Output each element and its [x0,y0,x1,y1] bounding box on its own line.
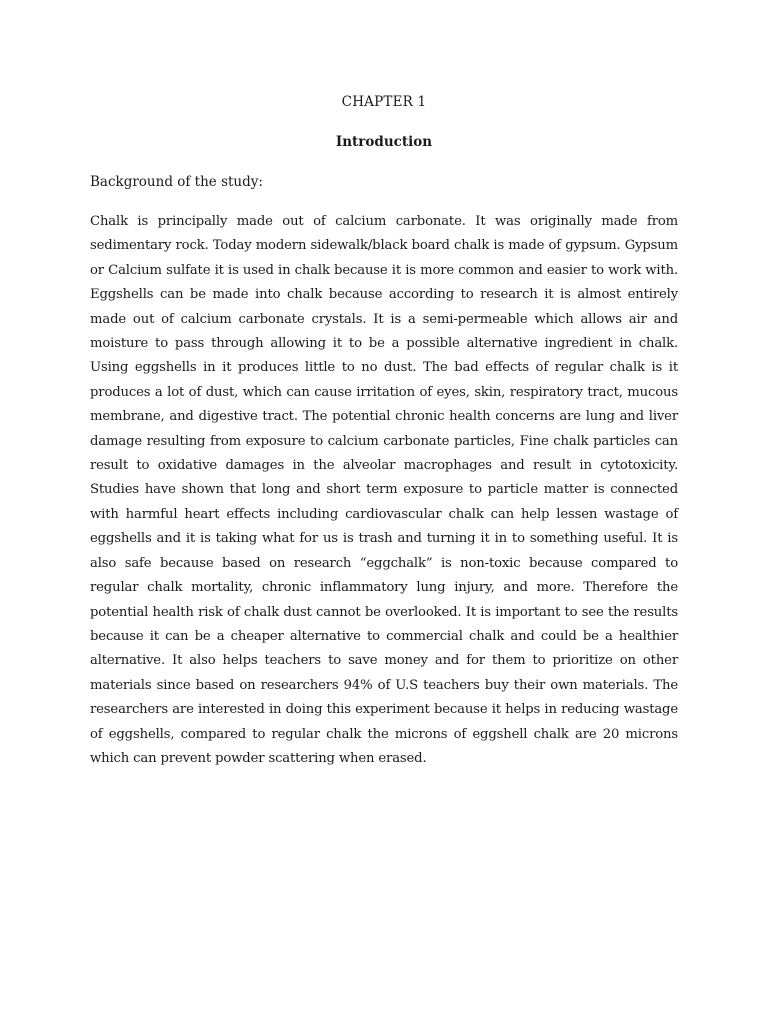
body-paragraph: Chalk is principally made out of calcium carbonate. It was originally made from sedimentary rock. Today modern sidewalk/black board chalk is made of gypsum. Gypsum or Calcium sulfate it is used in chalk because it is more common and easier to work with. Eggshells can be made into chalk because according to research it is almost entirely made out of calcium carbonate crystals. It is a semi-permeable which allows air and moisture to pass through allowing it to be a possible alternative ingredient in chalk. Using eggshells in it produces little to no dust. The bad effects of regular chalk is it produces a lot of dust, which can cause irritation of eyes, skin, respiratory tract, mucous membrane, and digestive tract. The potential chronic health concerns are lung and liver damage resulting from exposure to calcium carbonate particles, Fine chalk particles can result to oxidative damages in the alveolar macrophages and result in cytotoxicity. Studies have shown that long and short term exposure to particle matter is connected with harmful heart effects including cardiovascular chalk can help lessen wastage of eggshells and it is taking what for us is trash and turning it in to something useful. It is also safe because based on research “eggchalk” is non-toxic because compared to regular chalk mortality, chronic inflammatory lung injury, and more. Therefore the potential health risk of chalk dust cannot be overlooked. It is important to see the results because it can be a cheaper alternative to commercial chalk and could be a healthier alternative. It also helps teachers to save money and for them to prioritize on other materials since based on researchers 94% of U.S teachers buy their own materials. The researchers are interested in doing this experiment because it helps in reducing wastage of eggshells, compared to regular chalk the microns of eggshell chalk are 20 microns which can prevent powder scattering when erased. [90,214,678,766]
section-heading: Background of the study: [90,174,263,190]
chapter-number: CHAPTER 1 [341,94,427,110]
page-title: Introduction [335,134,433,150]
